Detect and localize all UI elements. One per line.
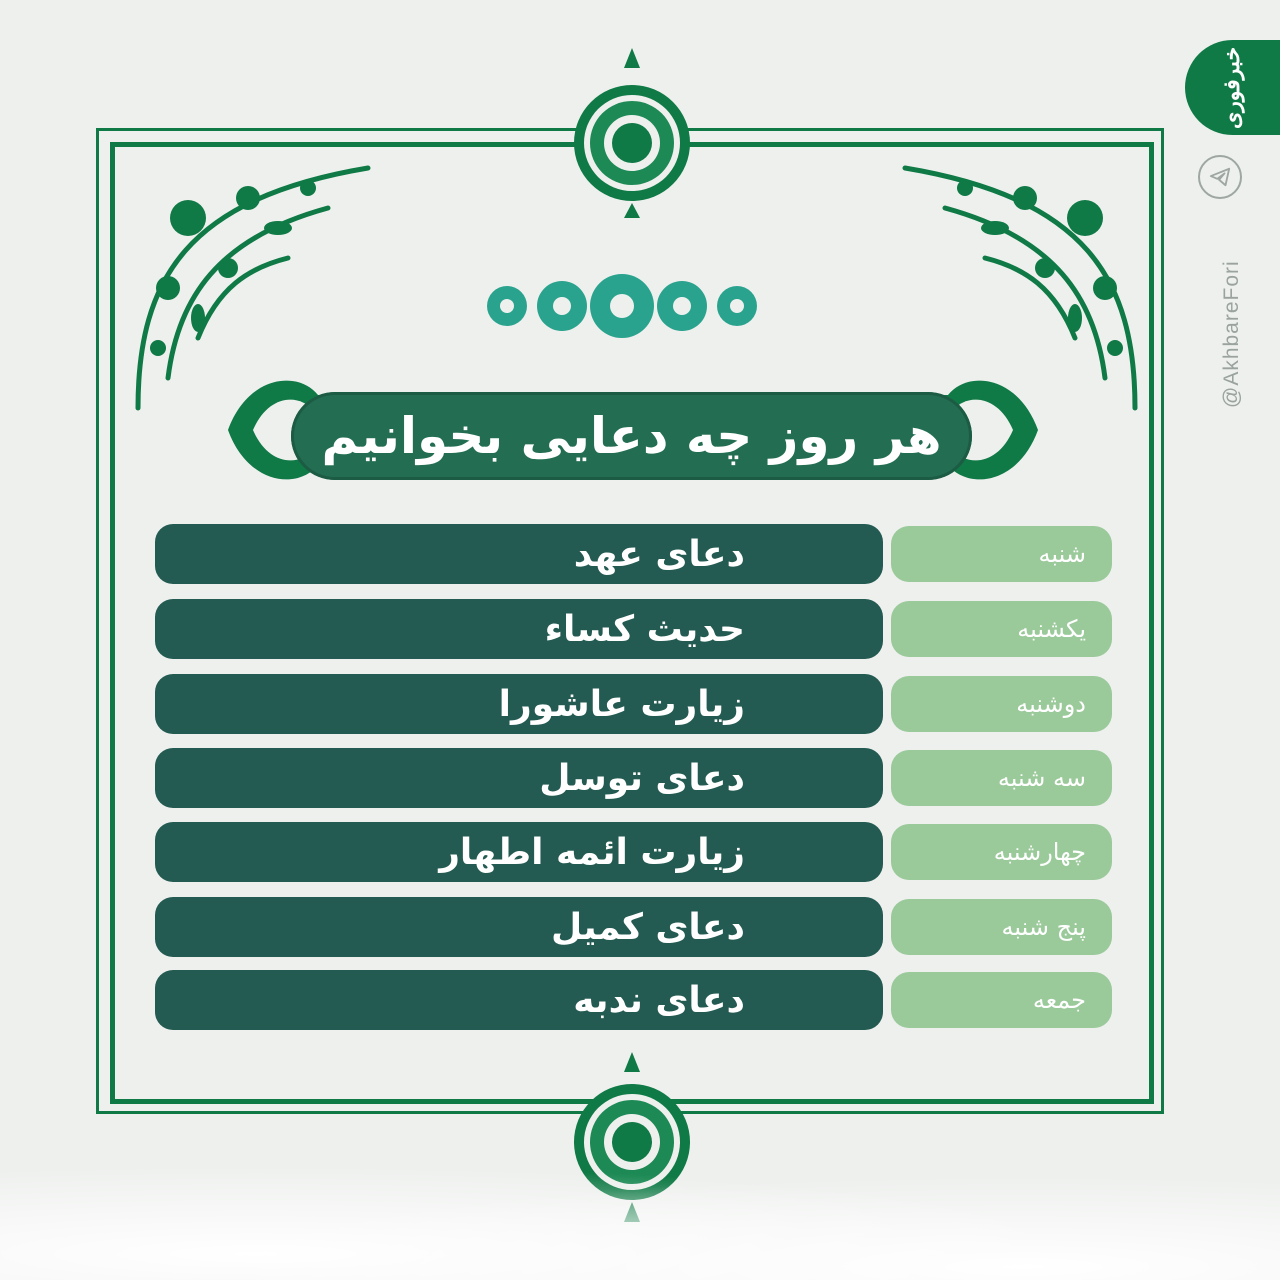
day-pill [891,750,1112,806]
prayer-pill [155,822,883,882]
brand-logo [1185,40,1280,135]
prayer-name: دعای ندبه [573,979,745,1021]
day-name: چهارشنبه [993,838,1086,866]
prayer-pill [155,524,883,584]
prayer-pill [155,897,883,957]
prayer-pill [155,748,883,808]
schedule-row [155,822,1112,882]
day-name: پنج شنبه [1001,913,1086,941]
schedule-row [155,748,1112,808]
prayer-name: دعای کمیل [550,906,745,948]
schedule-row [155,599,1112,659]
rosette-row-icon [472,266,772,346]
schedule-row [155,897,1112,957]
day-name: شنبه [1038,540,1086,568]
background-mist [0,1150,1280,1280]
channel-handle: @AkhbareFori [1220,260,1243,408]
prayer-pill [155,970,883,1030]
prayer-name: زیارت ائمه اطهار [439,831,745,873]
brand-name: خبرفوری [1219,46,1246,129]
prayer-name: دعای توسل [539,757,745,799]
prayer-name: حدیث کساء [544,608,745,650]
prayer-pill [155,599,883,659]
page-title: هر روز چه دعایی بخوانیم [321,407,942,465]
title-banner [291,392,972,480]
day-pill [891,526,1112,582]
telegram-icon[interactable] [1198,155,1242,199]
day-name: یکشنبه [1017,615,1086,643]
day-pill [891,899,1112,955]
schedule-row [155,970,1112,1030]
day-name: سه شنبه [997,764,1086,792]
prayer-pill [155,674,883,734]
day-pill [891,601,1112,657]
day-pill [891,824,1112,880]
day-pill [891,972,1112,1028]
prayer-name: زیارت عاشورا [498,683,745,725]
medallion-top-icon [572,48,692,218]
prayer-name: دعای عهد [573,533,745,575]
schedule-row [155,674,1112,734]
day-name: دوشنبه [1016,690,1086,718]
schedule-row [155,524,1112,584]
day-name: جمعه [1032,986,1086,1014]
day-pill [891,676,1112,732]
